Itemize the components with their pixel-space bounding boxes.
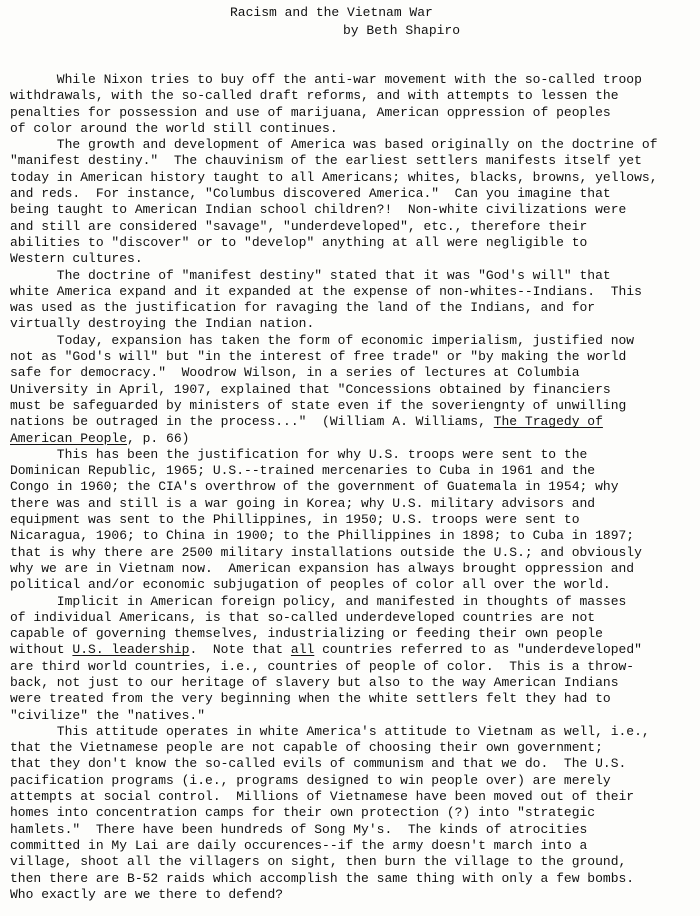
text-line: "civilize" the "natives." [10, 707, 206, 723]
text-line: Western cultures. [10, 251, 143, 267]
book-title-underlined: The Tragedy of [493, 414, 603, 430]
text-line: University in April, 1907, explained that "Concessions obtained by financiers [10, 381, 611, 397]
text-line-citation-end [10, 431, 698, 447]
document-title: Racism and the Vietnam War [230, 5, 433, 20]
text-line: safe for democracy." Woodrow Wilson, in a series of lectures at Columbia [10, 365, 580, 381]
text-line: white America expand and it expanded at the expense of non-whites--Indians. This [10, 283, 642, 299]
text-line: that is why there are 2500 military installations outside the U.S.; and obviously [10, 544, 642, 560]
text-line: that they don't know the so-called evils of communism and that we do. The U.S. [10, 756, 627, 772]
text-line: why we are in Vietnam now. American expansion has always brought oppression and [10, 560, 635, 576]
text-line: The doctrine of "manifest destiny" stated that it was "God's will" that [10, 267, 611, 283]
text-line: and reds. For instance, "Columbus discovered America." Can you imagine that [10, 186, 611, 202]
text-line: Congo in 1960; the CIA's overthrow of the government of Guatemala in 1954; why [10, 479, 619, 495]
text-line: Who exactly are we there to defend? [10, 886, 284, 902]
text-line: This attitude operates in white America's attitude to Vietnam as well, i.e., [10, 723, 650, 739]
text-line-leadership [10, 642, 698, 658]
text-line: being taught to American Indian school children?! Non-white civilizations were [10, 202, 627, 218]
text-line: not as "God's will" but "in the interest of free trade" or "by making the world [10, 349, 627, 365]
text-line: are third world countries, i.e., countries of people of color. This is a throw- [10, 658, 635, 674]
text-line: Implicit in American foreign policy, and manifested in thoughts of masses [10, 593, 627, 609]
text-line: attempts at social control. Millions of Vietnamese have been moved out of their [10, 789, 635, 805]
text-line: of color around the world still continues. [10, 120, 338, 136]
text-line: pacification programs (i.e., programs designed to win people over) are merely [10, 772, 611, 788]
text-line: back, not just to our heritage of slavery but also to the way American Indians [10, 674, 619, 690]
text-line-citation [10, 414, 698, 430]
text-line: and still are considered "savage", "underdeveloped", etc., therefore their [10, 218, 588, 234]
line-start: without [10, 642, 73, 658]
text-line: of individual Americans, is that so-called underdeveloped countries are not [10, 609, 596, 625]
text-line: Today, expansion has taken the form of economic imperialism, justified now [10, 332, 635, 348]
text-line: virtually destroying the Indian nation. [10, 316, 315, 332]
text-line: village, shoot all the villagers on sight, then burn the village to the ground, [10, 854, 627, 870]
text-line: abilities to "discover" or to "develop" anything at all were negligible to [10, 234, 588, 250]
text-line: penalties for possession and use of marijuana, American oppression of peoples [10, 104, 611, 120]
text-line: This has been the justification for why U.S. troops were sent to the [10, 446, 588, 462]
text-line: "manifest destiny." The chauvinism of the earliest settlers manifests itself yet [10, 153, 642, 169]
text-line: hamlets." There have been hundreds of Song My's. The kinds of atrocities [10, 821, 588, 837]
citation-page: , p. 66) [127, 430, 190, 446]
line-end: countries referred to as "underdeveloped" [314, 642, 642, 658]
citation-text: nations be outraged in the process..." (William A. Williams, [10, 414, 494, 430]
text-line: Dominican Republic, 1965; U.S.--trained mercenaries to Cuba in 1961 and the [10, 463, 596, 479]
text-line: equipment was sent to the Phillippines, in 1950; U.S. troops were sent to [10, 512, 580, 528]
document-body [10, 72, 698, 919]
us-leadership-underlined: U.S. leadership [72, 642, 190, 658]
all-underlined: all [290, 642, 315, 658]
text-line: While Nixon tries to buy off the anti-war movement with the so-called troop [10, 72, 642, 87]
text-line: withdrawals, with the so-called draft reforms, and with attempts to lessen the [10, 88, 619, 104]
text-line: must be safeguarded by ministers of state even if the soveriengnty of unwilling [10, 397, 627, 413]
text-line: today in American history taught to all Americans; whites, blacks, browns, yellows, [10, 169, 658, 185]
book-title-underlined-end: American People [10, 430, 128, 446]
text-line: committed in My Lai are daily occurences--if the army doesn't march into a [10, 837, 588, 853]
text-line: The growth and development of America was based originally on the doctrine of [10, 137, 658, 153]
document-byline: by Beth Shapiro [343, 23, 461, 38]
text-line: that the Vietnamese people are not capable of choosing their own government; [10, 740, 603, 756]
text-line: political and/or economic subjugation of peoples of color all over the world. [10, 577, 611, 593]
text-line: Nicaragua, 1906; to China in 1900; to the Phillippines in 1898; to Cuba in 1897; [10, 528, 635, 544]
text-line: capable of governing themselves, industrializing or feeding their own people [10, 626, 603, 642]
text-line [10, 903, 698, 919]
text-line: there was and still is a war going in Korea; why U.S. military advisors and [10, 495, 596, 511]
text-line: were treated from the very beginning when the white settlers felt they had to [10, 691, 611, 707]
period: . [189, 642, 198, 658]
line-middle: Note that [197, 642, 291, 658]
text-line: was used as the justification for ravaging the land of the Indians, and for [10, 300, 596, 316]
text-line: homes into concentration camps for their own protection (?) into "strategic [10, 805, 596, 821]
text-line: then there are B-52 raids which accomplish the same thing with only a few bombs. [10, 870, 635, 886]
